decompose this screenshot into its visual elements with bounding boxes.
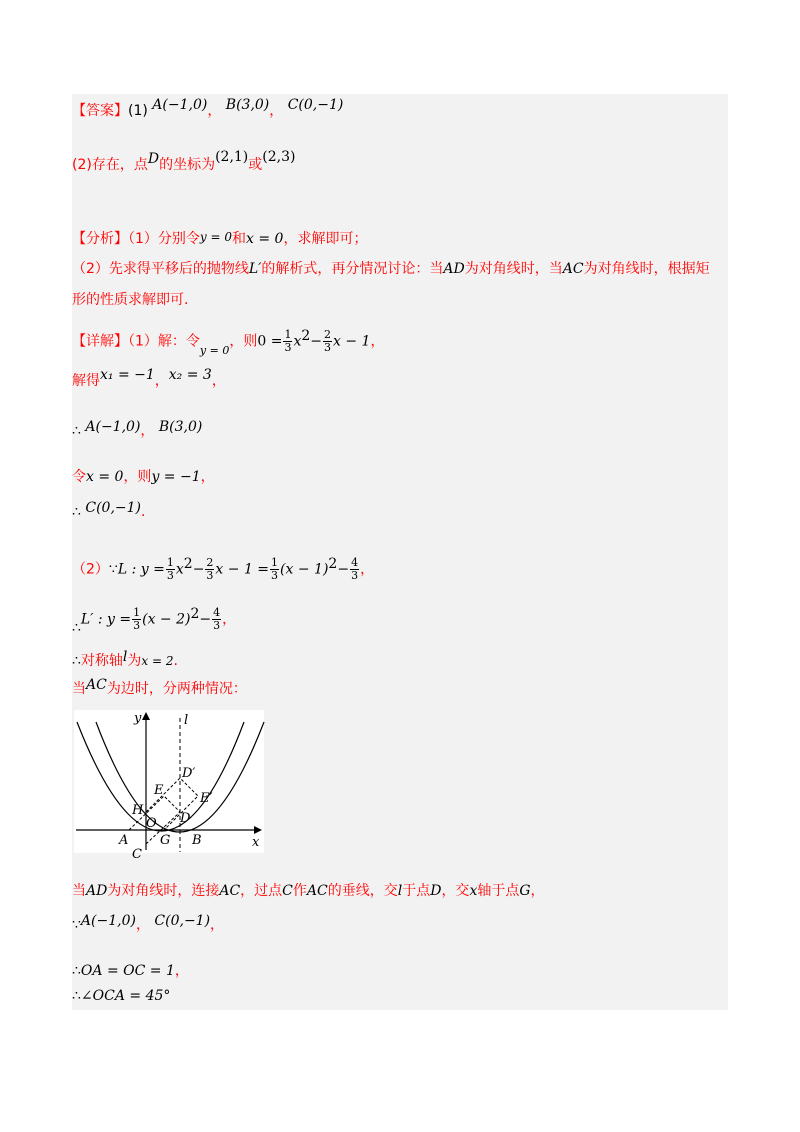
detail-line-7 xyxy=(72,606,237,636)
comma: ， xyxy=(530,883,545,899)
detail-line-3 xyxy=(72,420,202,440)
point-a: A(−1,0) xyxy=(80,913,136,929)
point-b: B(3,0) xyxy=(158,419,203,435)
detail-text: 为边时，分两种情况： xyxy=(106,681,247,697)
detail-text: ，过点 xyxy=(240,883,283,899)
detail-text: （1）解：令 xyxy=(128,333,200,350)
therefore-symbol: ∴ xyxy=(72,619,81,636)
parabola-diagram xyxy=(74,710,264,862)
coord-text: 的坐标为 xyxy=(159,157,216,173)
x-eq-0: x = 0 xyxy=(246,231,284,247)
fraction: $\frac{1}{3}$ xyxy=(284,328,292,355)
segment-ac: AC xyxy=(306,883,328,899)
fraction: $\frac{1}{3}$ xyxy=(166,556,174,583)
detail-text: ，交 xyxy=(441,883,470,899)
analysis-text: 为对角线时，根据矩 xyxy=(583,261,710,277)
sep: ， xyxy=(207,103,222,119)
label-h: H xyxy=(132,803,144,818)
fraction: $\frac{1}{3}$ xyxy=(133,606,141,633)
x-axis-arrow xyxy=(254,826,262,834)
therefore-symbol: ∴ xyxy=(72,963,81,979)
detail-text: 当 xyxy=(72,681,86,697)
minus: − xyxy=(337,561,350,578)
label-b: B xyxy=(192,833,202,848)
answer-line-1 xyxy=(72,97,344,120)
fraction: $\frac{2}{3}$ xyxy=(324,328,332,355)
comma: ， xyxy=(154,373,169,389)
and-text: 和 xyxy=(232,231,247,247)
point-c: C(0,−1) xyxy=(85,500,142,516)
analysis-text: （2）先求得平移后的抛物线 xyxy=(72,261,249,277)
x-axis-label: x xyxy=(469,883,478,899)
analysis-text: 的解析式，再分情况讨论：当 xyxy=(261,261,444,277)
segment-ac: AC xyxy=(86,677,107,693)
label-l: l xyxy=(184,713,189,728)
l-prime-equation: L′ : y = xyxy=(80,611,132,628)
answer-tag: 【答案】 xyxy=(72,103,128,119)
minus: − xyxy=(310,333,323,350)
segment-ad: AD xyxy=(86,883,108,899)
sep: ， xyxy=(269,103,284,119)
detail-text: 轴于点 xyxy=(477,883,520,899)
detail-line-13 xyxy=(72,988,170,1004)
label-e: E xyxy=(154,783,164,798)
analysis-line-3 xyxy=(72,289,188,309)
label-e-prime: E′ xyxy=(200,791,213,806)
analysis-text: ，求解即可； xyxy=(283,231,368,247)
part-2-text: (2)存在，点 xyxy=(72,157,148,173)
minus: − xyxy=(192,561,205,578)
therefore-symbol: ∴ xyxy=(72,504,81,520)
analysis-text: 为对角线时，当 xyxy=(464,261,563,277)
comma: ， xyxy=(370,333,385,350)
label-x: x xyxy=(252,835,260,850)
detail-text: 的垂线，交 xyxy=(327,883,398,899)
detail-text: 令 xyxy=(72,469,86,485)
x1-value: x₁ = −1 xyxy=(100,367,155,383)
oa-eq-oc: OA = OC = 1 xyxy=(80,963,175,979)
therefore-symbol: ∴ xyxy=(72,653,81,669)
fraction: $\frac{1}{3}$ xyxy=(271,556,279,583)
because-symbol: ∵ xyxy=(72,917,81,933)
fraction: $\frac{4}{3}$ xyxy=(213,606,221,633)
x2-value: x₂ = 3 xyxy=(168,367,212,383)
point-c-label: C xyxy=(282,883,293,899)
segment-ac: AC xyxy=(219,883,241,899)
solution-content xyxy=(72,94,728,1010)
analysis-line-2 xyxy=(72,258,710,278)
detail-line-1 xyxy=(72,328,385,357)
detail-text: 对称轴 xyxy=(80,653,123,669)
comma: ， xyxy=(211,373,226,389)
therefore-symbol: ∴ xyxy=(72,988,81,1004)
detail-text: 为对角线时，连接 xyxy=(107,883,220,899)
label-y: y xyxy=(134,711,142,726)
detail-line-5 xyxy=(72,500,146,520)
detail-text: 当 xyxy=(72,883,86,899)
label-g: G xyxy=(160,833,171,848)
point-a: A(−1,0) xyxy=(85,419,141,435)
y-eq-0: y = 0 xyxy=(199,343,230,357)
label-d: D xyxy=(180,811,191,826)
angle-oca: ∠OCA = 45° xyxy=(80,988,171,1004)
y-axis-arrow xyxy=(142,712,150,720)
period: . xyxy=(141,504,146,520)
x-eq-0: x = 0 xyxy=(86,469,124,485)
detail-line-12 xyxy=(72,960,189,980)
solve-text: 解得 xyxy=(72,373,100,389)
detail-line-9 xyxy=(72,678,247,698)
point-a: A(−1,0) xyxy=(152,97,208,113)
point-d: D xyxy=(147,151,160,167)
point-c: C(0,−1) xyxy=(287,97,344,113)
label-a: A xyxy=(119,833,129,848)
detail-line-8 xyxy=(72,650,178,670)
detail-text: 为 xyxy=(127,653,142,669)
comma: ， xyxy=(135,917,150,933)
part-2-label: （2） xyxy=(72,561,109,578)
fraction: $\frac{2}{3}$ xyxy=(206,556,214,583)
y-eq-0: y = 0 xyxy=(199,230,233,244)
fraction: $\frac{4}{3}$ xyxy=(351,556,359,583)
square: 2 xyxy=(183,556,193,572)
point-g-label: G xyxy=(519,883,531,899)
x-var: x xyxy=(175,561,184,578)
l-prime-square: (x − 2) xyxy=(142,611,191,628)
parabola-figure xyxy=(74,710,264,862)
l-symbol: l xyxy=(122,649,128,665)
segment-ac: AC xyxy=(562,261,584,277)
comma: ， xyxy=(360,561,375,578)
l-square: (x − 1) xyxy=(280,561,329,578)
detail-line-11 xyxy=(72,914,224,934)
l-tail: x − 1 = xyxy=(215,561,270,578)
analysis-text: （1）分别令 xyxy=(128,231,200,247)
minus: − xyxy=(199,611,212,628)
or-text: 或 xyxy=(248,157,263,173)
x-var: x xyxy=(293,333,302,350)
detail-tag: 【详解】 xyxy=(72,333,128,350)
label-d-prime: D′ xyxy=(182,766,196,781)
label-o: O xyxy=(146,816,157,831)
point-d-label: D xyxy=(430,883,442,899)
label-c: C xyxy=(132,847,142,862)
analysis-tag: 【分析】 xyxy=(72,231,128,247)
comma: ， xyxy=(174,963,189,979)
x-eq-2: x = 2 xyxy=(141,654,174,668)
period: . xyxy=(173,653,178,669)
eq-left: 0 = xyxy=(257,333,283,350)
detail-text: 作 xyxy=(292,883,307,899)
comma: ， xyxy=(222,611,237,628)
l-prime: L′ xyxy=(248,261,262,277)
comma: ， xyxy=(140,423,155,439)
comma: ， xyxy=(210,917,225,933)
point-c: C(0,−1) xyxy=(154,913,211,929)
detail-text: ，则 xyxy=(229,333,258,350)
comma: ， xyxy=(200,469,215,485)
point-b: B(3,0) xyxy=(225,97,270,113)
l-equation: L : y = xyxy=(117,561,165,578)
detail-text: ，则 xyxy=(123,469,152,485)
analysis-text: 形的性质求解即可. xyxy=(72,292,189,308)
detail-text: 于点 xyxy=(402,883,431,899)
detail-line-2 xyxy=(72,367,226,390)
detail-line-10 xyxy=(72,880,545,900)
therefore-symbol: ∴ xyxy=(72,423,81,439)
because-symbol: ∵ xyxy=(108,561,118,578)
square: 2 xyxy=(328,556,338,572)
part-1-label: (1) xyxy=(128,103,148,119)
l-symbol: l xyxy=(397,883,403,899)
x-minus-1: x − 1 xyxy=(333,333,371,350)
d-coord-1: (2,1) xyxy=(215,149,249,165)
detail-line-4 xyxy=(72,466,215,486)
detail-line-6 xyxy=(72,556,374,582)
analysis-line-1 xyxy=(72,228,367,248)
d-coord-2: (2,3) xyxy=(262,149,296,165)
square: 2 xyxy=(190,606,200,622)
square: 2 xyxy=(301,328,311,344)
segment-ad: AD xyxy=(443,261,465,277)
answer-line-2 xyxy=(72,149,296,174)
y-eq-neg1: y = −1 xyxy=(151,469,201,485)
